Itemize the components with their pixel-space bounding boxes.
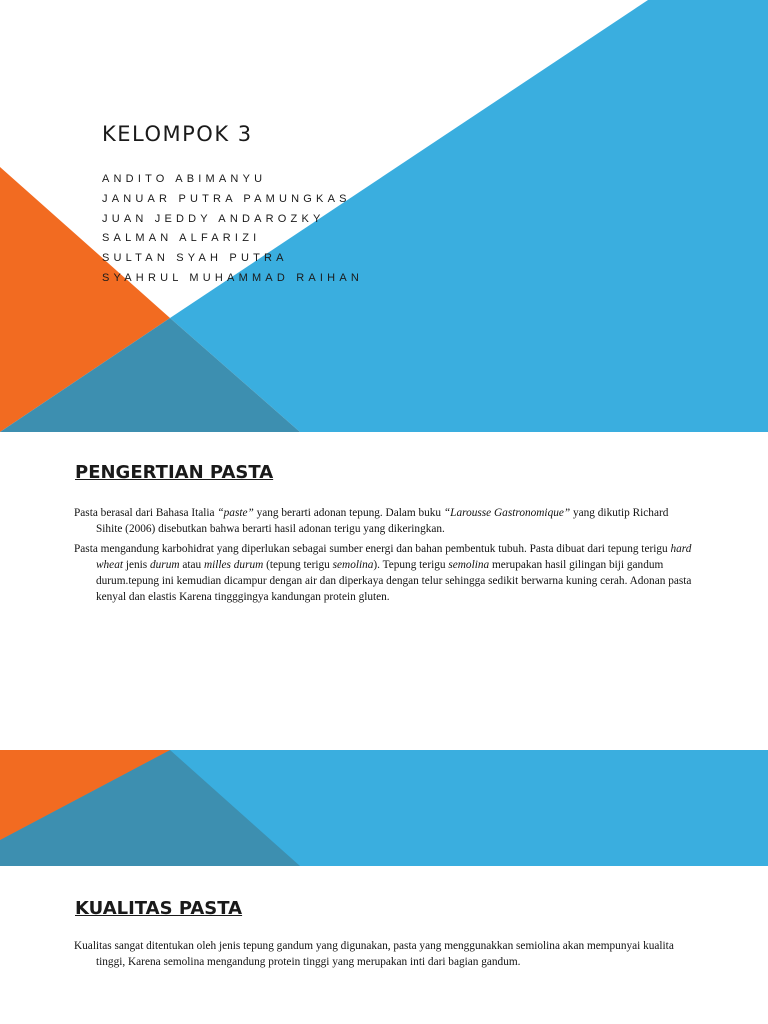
text-run: jenis: [123, 559, 150, 571]
italic-run: semolina: [332, 559, 374, 571]
member-name: JUAN JEDDY ANDAROZKY: [102, 212, 325, 225]
banner-slide: [0, 750, 768, 866]
section-heading: PENGERTIAN PASTA: [75, 462, 274, 483]
italic-run: milles durum: [203, 559, 264, 571]
pengertian-slide: [0, 432, 768, 750]
text-run: (tepung terigu: [263, 559, 333, 571]
text-run: merupakan hasil gilingan biji gandum durum.tepung ini kemudian dicampur dengan air dan diperkaya dengan telur sehingga sedikit berwarna kuning cerah. Adonan pasta kenyal dan elastis Karena tingggingya kandungan protein gluten.: [96, 559, 692, 603]
text-run: yang berarti adonan tepung. Dalam buku: [253, 507, 444, 519]
italic-run: “paste”: [217, 507, 254, 519]
member-name: SULTAN SYAH PUTRA: [102, 252, 288, 265]
paragraph: [74, 505, 694, 537]
member-name: JANUAR PUTRA PAMUNGKAS: [102, 192, 351, 205]
text-run: ). Tepung terigu: [373, 559, 449, 571]
slide-title: KELOMPOK 3: [102, 122, 253, 146]
paragraph: [74, 541, 694, 605]
italic-run: durum: [150, 559, 180, 571]
member-name: SYAHRUL MUHAMMAD RAIHAN: [102, 271, 364, 284]
title-slide: [0, 0, 768, 432]
member-name: ANDITO ABIMANYU: [102, 173, 267, 185]
text-run: yang dikutip Richard Sihite (2006) disebutkan bahwa berarti hasil adonan terigu yang dikeringkan.: [96, 507, 669, 535]
italic-run: semolina: [448, 559, 490, 571]
member-list: [102, 170, 363, 289]
kualitas-slide: [0, 866, 768, 1024]
paragraph: Kualitas sangat ditentukan oleh jenis tepung gandum yang digunakan, pasta yang menggunakkan semiolina akan mempunyai kualita tinggi, Karena semolina mengandung protein tinggi yang merupakan inti dari bagian gandum.: [74, 940, 674, 968]
text-run: atau: [179, 559, 204, 571]
member-name: SALMAN ALFARIZI: [102, 232, 261, 245]
banner-background: [0, 750, 768, 866]
text-run: Pasta mengandung karbohidrat yang diperlukan sebagai sumber energi dan bahan pembentuk tubuh. Pasta dibuat dari tepung terigu: [74, 543, 671, 555]
section-heading: KUALITAS PASTA: [75, 898, 243, 919]
text-run: Pasta berasal dari Bahasa Italia: [74, 507, 218, 519]
italic-run: hard wheat: [96, 543, 692, 571]
italic-run: “Larousse Gastronomique”: [443, 507, 571, 519]
